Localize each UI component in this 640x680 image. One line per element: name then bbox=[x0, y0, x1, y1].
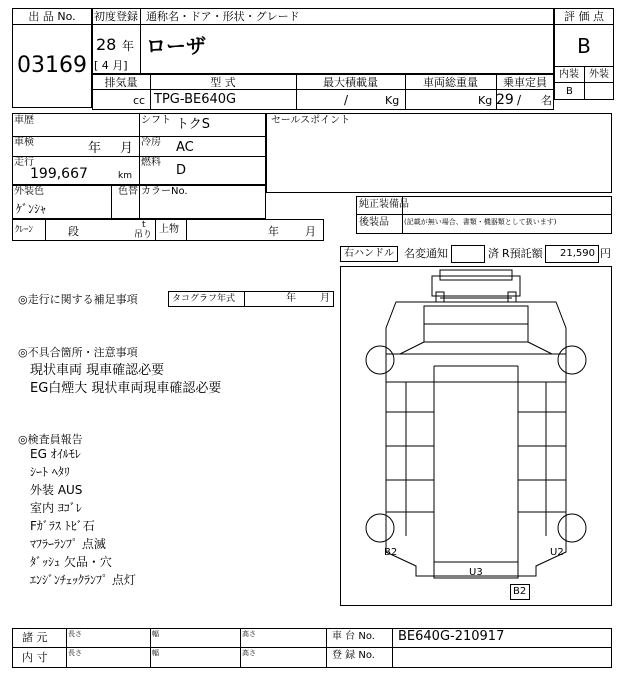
name-change-label: 名変通知 bbox=[404, 247, 448, 260]
inspector-line: EG ｵｲﾙﾓﾚ bbox=[30, 447, 81, 461]
mileage-label: 走行 bbox=[14, 157, 34, 168]
genuine-equipment-label: 純正装備品 bbox=[359, 199, 409, 210]
recycle-unit: 円 bbox=[600, 247, 611, 260]
inner-width-label: 幅 bbox=[152, 649, 159, 657]
inspector-line: ｴﾝｼﾞﾝﾁｪｯｸﾗﾝﾌﾟ 点灯 bbox=[30, 573, 136, 587]
first-reg-label: 初度登録 bbox=[94, 10, 138, 23]
chassis-no: BE640G-210917 bbox=[398, 629, 505, 644]
defect-line: EG白煙大 現状車両現車確認必要 bbox=[30, 381, 222, 396]
recycle-prefix: 済 bbox=[488, 247, 499, 260]
shift-value: トクS bbox=[176, 117, 210, 132]
inspection-month-unit: 月 bbox=[120, 141, 134, 156]
name-change-box bbox=[451, 245, 485, 263]
capacity-value: 29 bbox=[496, 92, 514, 108]
inspector-line: 室内 ﾖｺﾞﾚ bbox=[30, 501, 82, 515]
capacity-sep: / bbox=[517, 93, 522, 107]
aftermarket-note: (記載が無い場合、書類・機器類として扱います) bbox=[404, 218, 557, 226]
upper-month-unit: 月 bbox=[305, 225, 316, 238]
cc-unit: cc bbox=[133, 94, 146, 107]
crane-label: ｸﾚｰﾝ bbox=[15, 225, 34, 235]
inspector-line: 外装 AUS bbox=[30, 483, 83, 497]
fuel-value: D bbox=[176, 163, 187, 178]
inner-length-label: 長さ bbox=[68, 649, 82, 657]
mileage-value: 199,667 bbox=[30, 166, 88, 182]
damage-mark: B2 bbox=[513, 586, 527, 597]
sales-point-label: セールスポイント bbox=[271, 115, 351, 126]
right-hand-drive: 右ハンドル bbox=[344, 248, 394, 259]
history-label: 車歴 bbox=[14, 115, 34, 126]
damage-mark: U2 bbox=[550, 547, 564, 558]
inspector-line: Fｶﾞﾗｽ ﾄﾋﾞ石 bbox=[30, 519, 95, 533]
model-code: TPG-BE640G bbox=[154, 92, 237, 107]
bus-diagram bbox=[340, 266, 612, 606]
dims-label: 諸 元 bbox=[22, 631, 48, 644]
length-label: 長さ bbox=[68, 630, 82, 638]
color-label: 外装色 bbox=[14, 186, 44, 197]
defects-title: ◎不具合箇所・注意事項 bbox=[18, 346, 138, 359]
inner-dims-label: 内 寸 bbox=[22, 651, 48, 664]
displacement-label: 排気量 bbox=[104, 76, 138, 89]
chassis-no-label: 車 台 No. bbox=[332, 631, 375, 642]
front-top-cap bbox=[440, 270, 512, 280]
lot-number-label: 出 品 No. bbox=[28, 10, 76, 23]
capacity-unit: 名 bbox=[541, 94, 552, 107]
upper-year-unit: 年 bbox=[268, 225, 279, 238]
model-label: 型 式 bbox=[210, 76, 236, 89]
height-label: 高さ bbox=[242, 630, 256, 638]
crane-ton-unit: t bbox=[142, 220, 146, 230]
inspector-line: ﾏﾌﾗｰﾗﾝﾌﾟ 点滅 bbox=[30, 537, 106, 551]
front-left-wheel bbox=[366, 346, 394, 374]
grade-label: 評 価 点 bbox=[564, 10, 604, 23]
inspector-title: ◎検査員報告 bbox=[18, 433, 83, 446]
overall-grade: B bbox=[577, 34, 591, 58]
interior-label: 内装 bbox=[559, 69, 579, 80]
inner-height-label: 高さ bbox=[242, 649, 256, 657]
first-reg-month: [ 4 月] bbox=[94, 59, 128, 72]
front-roof-outline bbox=[432, 276, 520, 296]
max-load-unit: Kg bbox=[385, 94, 400, 107]
first-reg-year: 28 bbox=[96, 35, 117, 54]
exterior-label: 外装 bbox=[589, 69, 609, 80]
right-mirror bbox=[508, 292, 516, 302]
tachograph-label: タコグラフ年式 bbox=[172, 294, 236, 304]
footer-table bbox=[12, 628, 612, 668]
supplement-title: ◎走行に関する補足事項 bbox=[18, 293, 138, 306]
color-value: ｹﾞﾝｼｬ bbox=[16, 202, 47, 216]
left-mirror bbox=[436, 292, 444, 302]
width-label: 幅 bbox=[152, 630, 159, 638]
capacity-label: 乗車定員 bbox=[503, 76, 547, 89]
recycle-value: 21,590 bbox=[560, 248, 595, 259]
max-load-slash: / bbox=[344, 93, 349, 107]
rear-left-wheel bbox=[366, 514, 394, 542]
ac-value: AC bbox=[176, 140, 194, 155]
shift-label: シフト bbox=[141, 115, 171, 126]
km-unit: km bbox=[118, 171, 132, 181]
body-outline bbox=[386, 354, 566, 576]
gross-weight-label: 車両総重量 bbox=[423, 76, 478, 89]
interior-grade: B bbox=[566, 86, 573, 97]
registration-no-label: 登 録 No. bbox=[332, 650, 375, 661]
max-load-label: 最大積載量 bbox=[323, 76, 378, 89]
name-grade-label: 通称名・ドア・形状・グレード bbox=[146, 10, 300, 23]
rear-right-wheel bbox=[558, 514, 586, 542]
damage-mark: B2 bbox=[384, 547, 398, 558]
year-unit: 年 bbox=[122, 39, 135, 53]
lot-number: 03169 bbox=[17, 53, 87, 78]
ac-label: 冷房 bbox=[141, 137, 161, 148]
inspection-label: 車検 bbox=[14, 137, 34, 148]
damage-mark: U3 bbox=[469, 567, 483, 578]
tachograph-month-unit: 月 bbox=[320, 293, 330, 304]
color-change-label: 色替 bbox=[118, 186, 138, 197]
crane-hook-label: 吊り bbox=[134, 230, 153, 240]
fuel-label: 燃料 bbox=[141, 157, 161, 168]
aftermarket-label: 後装品 bbox=[359, 217, 389, 228]
defect-line: 現状車両 現車確認必要 bbox=[30, 363, 165, 378]
inspection-year-unit: 年 bbox=[88, 141, 102, 156]
recycle-label: R預託額 bbox=[502, 247, 543, 260]
tachograph-year-unit: 年 bbox=[286, 293, 296, 304]
front-face-outline bbox=[386, 302, 566, 354]
car-name: ローザ bbox=[146, 34, 206, 58]
crane-stage-unit: 段 bbox=[68, 225, 79, 238]
inspector-line: ｼｰﾄ ﾍﾀﾘ bbox=[30, 465, 70, 479]
inspector-line: ﾀﾞｯｼｭ 欠品・穴 bbox=[30, 555, 112, 569]
gross-weight-unit: Kg bbox=[478, 94, 493, 107]
color-code-label: カラーNo. bbox=[141, 186, 188, 197]
front-right-wheel bbox=[558, 346, 586, 374]
upper-body-label: 上物 bbox=[159, 224, 179, 235]
